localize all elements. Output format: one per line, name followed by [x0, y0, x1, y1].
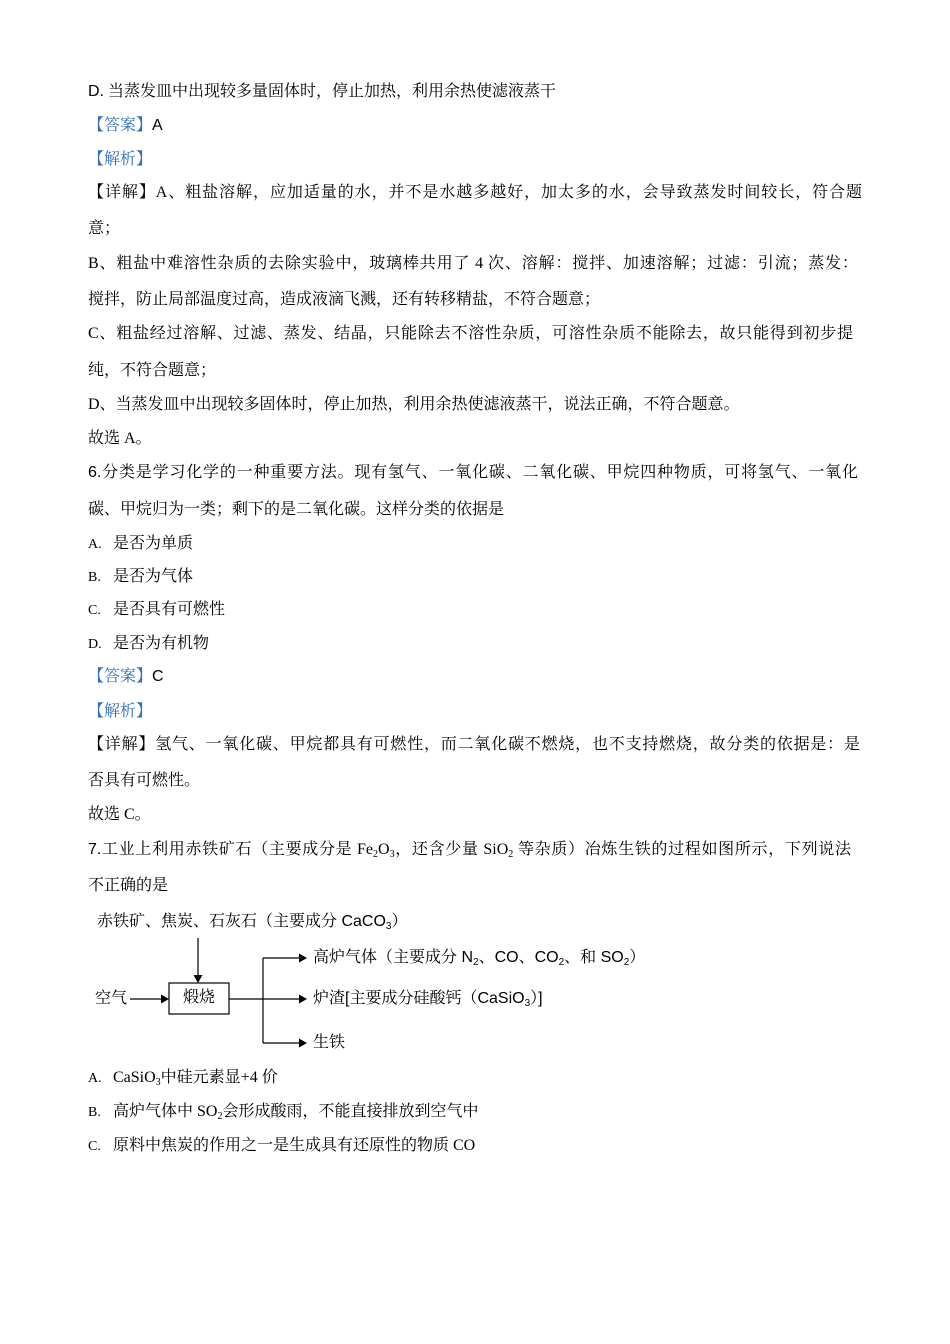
q5-option-d-label: D. — [88, 83, 104, 100]
q7-stem-seg: O — [378, 841, 390, 858]
q7-option-text: 原料中焦炭的作用之一是生成具有还原性的物质 CO — [113, 1137, 476, 1154]
q7-option-a — [88, 1061, 278, 1095]
q6-number: 6. — [88, 464, 102, 481]
diagram-output-gas — [313, 948, 645, 968]
q6-stem-line — [88, 456, 858, 490]
diagram-inputs-label — [97, 912, 407, 932]
diagram-output-gas-seg: 高炉气体（主要成分 N — [313, 949, 474, 966]
q7-option-sub: 3 — [155, 1077, 161, 1088]
q7-stem-sub: 2 — [373, 849, 378, 860]
q7-option-seg: 中硅元素显+4 价 — [160, 1069, 278, 1086]
q7-stem-sub: 2 — [508, 849, 514, 860]
q6-stem-line: 碳、甲烷归为一类；剩下的是二氧化碳。这样分类的依据是 — [88, 501, 505, 518]
q7-option-sub: 2 — [217, 1111, 223, 1122]
q5-option-d — [88, 75, 556, 109]
q5-detail-text: A、粗盐溶解，应加适量的水，并不是水越多越好，加太多的水，会导致蒸发时间较长，符合题 — [155, 184, 862, 201]
q7-stem-seg: ，还含少量 SiO — [394, 841, 509, 858]
diagram-process-label: 煅烧 — [182, 989, 215, 1006]
diagram-inputs-sub: 3 — [385, 921, 392, 932]
q5-detail-line: D、当蒸发皿中出现较多固体时，停止加热，利用余热使滤液蒸干，说法正确，不符合题意。 — [88, 396, 740, 413]
air-arrowhead-icon — [161, 995, 169, 1004]
q7-stem-sub: 3 — [389, 849, 395, 860]
diagram-output-iron: 生铁 — [313, 1034, 346, 1051]
q7-option-seg: 高炉气体中 SO — [113, 1103, 218, 1120]
q6-option-label: B. — [88, 570, 101, 585]
q7-option-b — [88, 1095, 478, 1129]
q5-option-d-text: 当蒸发皿中出现较多量固体时，停止加热，利用余热使滤液蒸干 — [104, 83, 557, 100]
q6-option-b — [88, 560, 193, 594]
q6-option-text: 是否为单质 — [113, 535, 194, 552]
diagram-air-label: 空气 — [95, 990, 128, 1007]
q6-option-text: 是否为气体 — [113, 568, 194, 585]
q6-option-d — [88, 627, 209, 661]
q5-detail-line: C、粗盐经过溶解、过滤、蒸发、结晶，只能除去不溶性杂质，可溶性杂质不能除去，故只能得到初步提 — [88, 325, 853, 342]
diagram-inputs-seg: 赤铁矿、焦炭、石灰石（主要成分 CaCO — [97, 913, 386, 930]
diagram-inputs-seg: ） — [391, 913, 408, 930]
q6-analysis-tag: 【解析】 — [88, 703, 153, 720]
q6-option-text: 是否为有机物 — [113, 635, 210, 652]
q6-detail-line — [88, 728, 860, 762]
q6-detail-text: 氢气、一氧化碳、甲烷都具有可燃性，而二氧化碳不燃烧，也不支持燃烧，故分类的依据是：是 — [155, 736, 860, 753]
q7-option-label: B. — [88, 1105, 101, 1120]
q5-answer — [88, 109, 163, 143]
q7-option-label: C. — [88, 1139, 101, 1154]
q7-stem-line: 不正确的是 — [88, 877, 169, 894]
q5-detail-tag: 【详解】 — [88, 184, 156, 201]
diagram-output-slag-seg: 炉渣[主要成分硅酸钙（CaSiO — [313, 990, 525, 1007]
q6-option-label: D. — [88, 637, 102, 652]
q5-answer-tag: 【答案】 — [88, 117, 153, 134]
q6-detail-tag: 【详解】 — [88, 736, 156, 753]
q6-answer — [88, 660, 164, 694]
q7-stem-line — [88, 833, 851, 867]
diagram-output-gas-seg: ） — [629, 949, 646, 966]
q6-option-a — [88, 527, 193, 561]
q7-stem-seg: 工业上利用赤铁矿石（主要成分是 Fe — [101, 841, 373, 858]
q7-number: 7. — [88, 841, 102, 858]
q7-stem-seg: 等杂质）冶炼生铁的过程如图所示，下列说法 — [513, 841, 851, 858]
diagram-output-gas-seg: 、和 SO — [564, 949, 624, 966]
diagram-output-gas-sub: 2 — [558, 957, 565, 968]
diagram-output-gas-sub: 2 — [623, 957, 630, 968]
q6-option-label: C. — [88, 603, 101, 618]
q6-stem-text: 分类是学习化学的一种重要方法。现有氢气、一氧化碳、二氧化碳、甲烷四种物质，可将氢气、一氧化 — [101, 464, 858, 481]
q5-analysis-tag: 【解析】 — [88, 151, 153, 168]
q5-answer-value: A — [152, 117, 163, 134]
q6-option-label: A. — [88, 537, 102, 552]
gas-arrowhead-icon — [299, 954, 307, 963]
q6-conclusion: 故选 C。 — [88, 806, 151, 823]
inputs-down-arrowhead-icon — [194, 975, 203, 983]
q7-option-label: A. — [88, 1071, 102, 1086]
q5-detail-line: B、粗盐中难溶性杂质的去除实验中，玻璃棒共用了 4 次、溶解：搅拌、加速溶解；过滤：引流；蒸发： — [88, 255, 858, 272]
slag-arrowhead-icon — [299, 995, 307, 1004]
q6-option-text: 是否具有可燃性 — [113, 601, 226, 618]
q5-detail-line: 纯，不符合题意； — [88, 362, 217, 379]
q5-detail-line: 意； — [88, 220, 121, 237]
q6-detail-line: 否具有可燃性。 — [88, 772, 201, 789]
diagram-output-slag-sub: 3 — [524, 998, 531, 1009]
diagram-output-slag — [313, 989, 543, 1009]
diagram-output-slag-seg: ）] — [530, 990, 543, 1007]
q5-detail-line — [88, 176, 862, 210]
iron-arrowhead-icon — [299, 1039, 307, 1048]
q5-conclusion: 故选 A。 — [88, 430, 152, 447]
diagram-output-gas-seg: 、CO、CO — [478, 949, 559, 966]
q6-answer-tag: 【答案】 — [88, 668, 153, 685]
q6-option-c — [88, 593, 225, 627]
q7-option-c — [88, 1129, 475, 1163]
q6-answer-value: C — [152, 668, 164, 685]
q7-option-seg: CaSiO — [113, 1069, 156, 1086]
diagram-output-gas-sub: 2 — [473, 957, 479, 968]
q7-option-seg: 会形成酸雨，不能直接排放到空气中 — [222, 1103, 479, 1120]
q5-detail-line: 搅拌，防止局部温度过高，造成液滴飞溅，还有转移精盐，不符合题意； — [88, 291, 601, 308]
